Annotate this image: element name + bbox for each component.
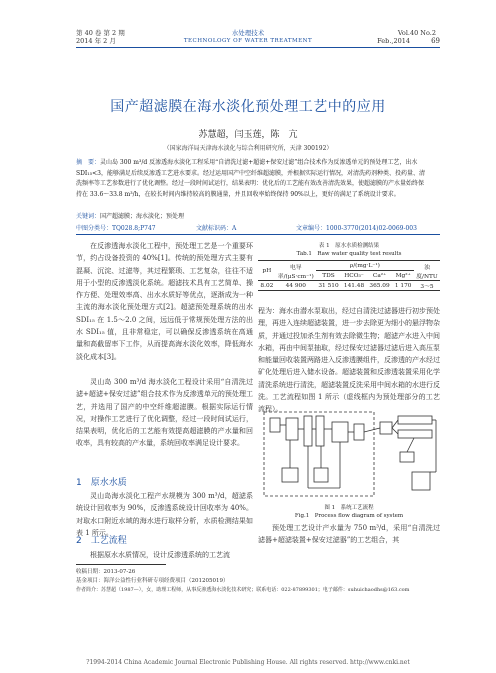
journal-name-en: TECHNOLOGY OF WATER TREATMENT bbox=[183, 38, 313, 44]
self-cleaning-filter-box bbox=[286, 418, 298, 440]
received-date: 收稿日期：2013-07-26 bbox=[76, 569, 136, 575]
table-cell: 365.09 bbox=[369, 282, 390, 289]
page-number: 69 bbox=[431, 37, 440, 45]
process-flow-diagram bbox=[262, 408, 438, 500]
dosing-box bbox=[314, 468, 328, 482]
table-1-caption-en: Tab.1 Raw water quality test results bbox=[296, 251, 402, 257]
uf-module-1 bbox=[304, 416, 312, 446]
figure-1-caption-en: Fig.1 Process flow diagram of system bbox=[294, 513, 404, 519]
process-flow-figure bbox=[262, 408, 438, 500]
intro-paragraph-1: 在反渗透海水淡化工程中，预处理工艺是一个重要环节，约占设备投资的 40%[1]。传统的预处理方式主要有混凝、沉淀、过滤等，其过程繁琐、工艺复杂，往往不适用于小型的反渗透淡化系统。超滤技术具有工艺简单、操作方便、处理效率高、出水水质好等优点，逐渐成为一种主流的海水淡化预处理方式[2]。超滤预处理系统的出水 SDI₁₅ 在 1.5～2.0 之间，远远低于常规预处理方法的出水 SDI₁₅ 值，且非常稳定，可以确保反渗透系统在高通量和高截留率下工作，从而提高海水淡化效率，降低海水淡化成本[3]。 bbox=[76, 242, 253, 361]
table-cell: 3～5 bbox=[420, 284, 434, 290]
article-title: 国产超滤膜在海水淡化预处理工艺中的应用 bbox=[110, 99, 386, 115]
th-tds: TDS bbox=[316, 271, 342, 281]
ro-membrane-2 bbox=[398, 430, 432, 438]
document-code: 文献标识码：A bbox=[196, 225, 237, 232]
uf-module-2 bbox=[316, 416, 324, 446]
journal-name: 水处理技术 bbox=[231, 29, 265, 37]
section-1-paragraph: 灵山岛海水淡化工程产水规模为 300 m³/d，超滤系统设计回收率为 90%，反渗透系统设计回收率为 40%。对取水口附近水域的海水进行取样分析，水质检测结果如表 1 所示。 bbox=[76, 492, 253, 537]
th-conductivity: 电导率/(μS·cm⁻¹) bbox=[276, 261, 316, 281]
intro-paragraph-2: 灵山岛 300 m³/d 海水淡化工程设计采用“自清洗过滤+超滤+保安过滤”组合技术作为反渗透单元的预处理工艺，并选用了国产的中空纤维超滤膜。根据实际运行情况，对操作工艺进行了优化调整，经过一段时间试运行，结果表明，优化后的工艺能有效提高超滤膜的产水量和回收率，具有较高的产水量，系统回收率满足设计要求。 bbox=[76, 378, 253, 448]
abstract-text: 灵山岛 300 m³/d 反渗透海水淡化工程采用“自清洗过滤+超滤+保安过滤”组合技术作为反渗透单元的预处理工艺，出水 SDI₁₅<3，能够满足后续反渗透工艺进水要求。经过运用国产中空纤维超滤膜，并根据实际运行情况，对清洗药剂种类、投药量、清洗频率等工艺参数进行了优化调整。经过一段时间试运行，结果表明：优化后的工艺能有效改善清洗效果，使超滤膜的产水量始终保持在 33.6～33.8 m³/h，在较长时间内维持较高的膜通量，并且回收率始终保持 90%以上，更好的满足了系统设计要求。 bbox=[76, 159, 425, 198]
th-mg: Mg²⁺ bbox=[392, 271, 414, 281]
table-cell: 1 170 bbox=[394, 282, 412, 289]
high-pressure-pump-box bbox=[380, 422, 392, 434]
header-rule bbox=[76, 47, 440, 48]
article-authors: 苏慧超，闫玉莲，陈 亢 bbox=[198, 130, 298, 140]
th-concentration: ρ/(mg·L⁻¹) bbox=[316, 261, 414, 271]
product-tank-box bbox=[412, 472, 430, 490]
table-cell: 44 900 bbox=[285, 282, 306, 289]
figure-1-caption: 图 1 系统工艺流程 bbox=[324, 505, 374, 511]
abstract-label: 摘 要： bbox=[76, 159, 101, 166]
article-affiliation: （国家海洋局天津海水淡化与综合利用研究所，天津 300192） bbox=[163, 145, 333, 152]
pretreatment-paragraph: 预处理工艺设计产水量为 750 m³/d，采用“自清洗过滤器+超滤装置+保安过滤器”的工艺组合，其 bbox=[258, 524, 440, 545]
process-paragraph: 程为：海水由潜水泵取出，经过自清洗过滤器进行初步预处理，再进入连续超滤装置，进一步去除更为细小的悬浮物杂质，并通过投加杀生剂有效去除微生物；超滤产水进入中间水箱，再由中间泵抽取，经过保安过滤器过滤后进入高压泵和能量回收装置两路进入反渗透膜组件，反渗透的产水经过矿化处理后进入储水设备。超滤装置和反渗透装置采用化学清洗系统进行清洗，超滤装置反洗采用中间水箱的水进行反洗。工艺流程如图 1 所示（虚线框内为预处理部分的工艺流程）。 bbox=[258, 307, 440, 414]
keywords bbox=[76, 211, 184, 220]
intermediate-tank-box bbox=[332, 422, 348, 442]
intake-pump-box bbox=[270, 418, 280, 432]
cip-tank-box bbox=[282, 468, 298, 482]
table-cell: 31 510 bbox=[318, 282, 339, 289]
th-ph: pH bbox=[258, 261, 276, 281]
table-1-caption: 表 1 原水水质检测结果 bbox=[318, 243, 380, 249]
fund-note: 基金项目：海洋公益性行业科研专项经费项目（201205019） bbox=[76, 578, 229, 584]
erd-box bbox=[400, 452, 414, 462]
ro-membrane-1 bbox=[398, 416, 432, 424]
table-cell: 141.48 bbox=[343, 282, 365, 289]
table-1 bbox=[258, 260, 440, 291]
abstract-rule bbox=[76, 234, 440, 235]
journal-volume: 第 40 卷 第 2 期 bbox=[76, 29, 125, 37]
copyright-line: ?1994-2014 China Academic Journal Electronic Publishing House. All rights reserved. http://www.cnki.net bbox=[86, 659, 410, 666]
author-note: 作者简介：苏慧超（1987—），女，助理工程师，从事反渗透海水淡化技术研究；联系电话：022-87899301；电子邮件：suhuichaodhs@163.com bbox=[76, 587, 410, 593]
section-2-heading: 2 工艺流程 bbox=[76, 536, 127, 546]
th-turbidity: 浊度/NTU bbox=[414, 261, 440, 281]
journal-volume-en: Vol.40 No.2 bbox=[397, 29, 436, 37]
section-1-heading: 1 原水水质 bbox=[76, 478, 127, 488]
journal-date: 2014 年 2 月 bbox=[76, 37, 116, 45]
table-cell: 8.02 bbox=[260, 282, 274, 289]
keywords-text: 国产超滤膜；海水淡化；预处理 bbox=[100, 213, 185, 220]
abstract bbox=[76, 158, 426, 200]
th-hco3: HCO₃⁻ bbox=[341, 271, 367, 281]
footnote-rule bbox=[76, 564, 166, 565]
article-number: 文章编号：1000-3770(2014)02-0069-003 bbox=[296, 225, 417, 232]
section-2-paragraph: 根据原水水质情况，设计反渗透系统的工艺流 bbox=[90, 551, 230, 559]
th-ca: Ca²⁺ bbox=[367, 271, 393, 281]
clc-number: 中图分类号：TQ028.8;P747 bbox=[76, 225, 156, 232]
cartridge-filter-box bbox=[354, 424, 364, 440]
keywords-label: 关键词： bbox=[76, 213, 101, 220]
journal-date-en: Feb.,2014 bbox=[377, 37, 410, 45]
